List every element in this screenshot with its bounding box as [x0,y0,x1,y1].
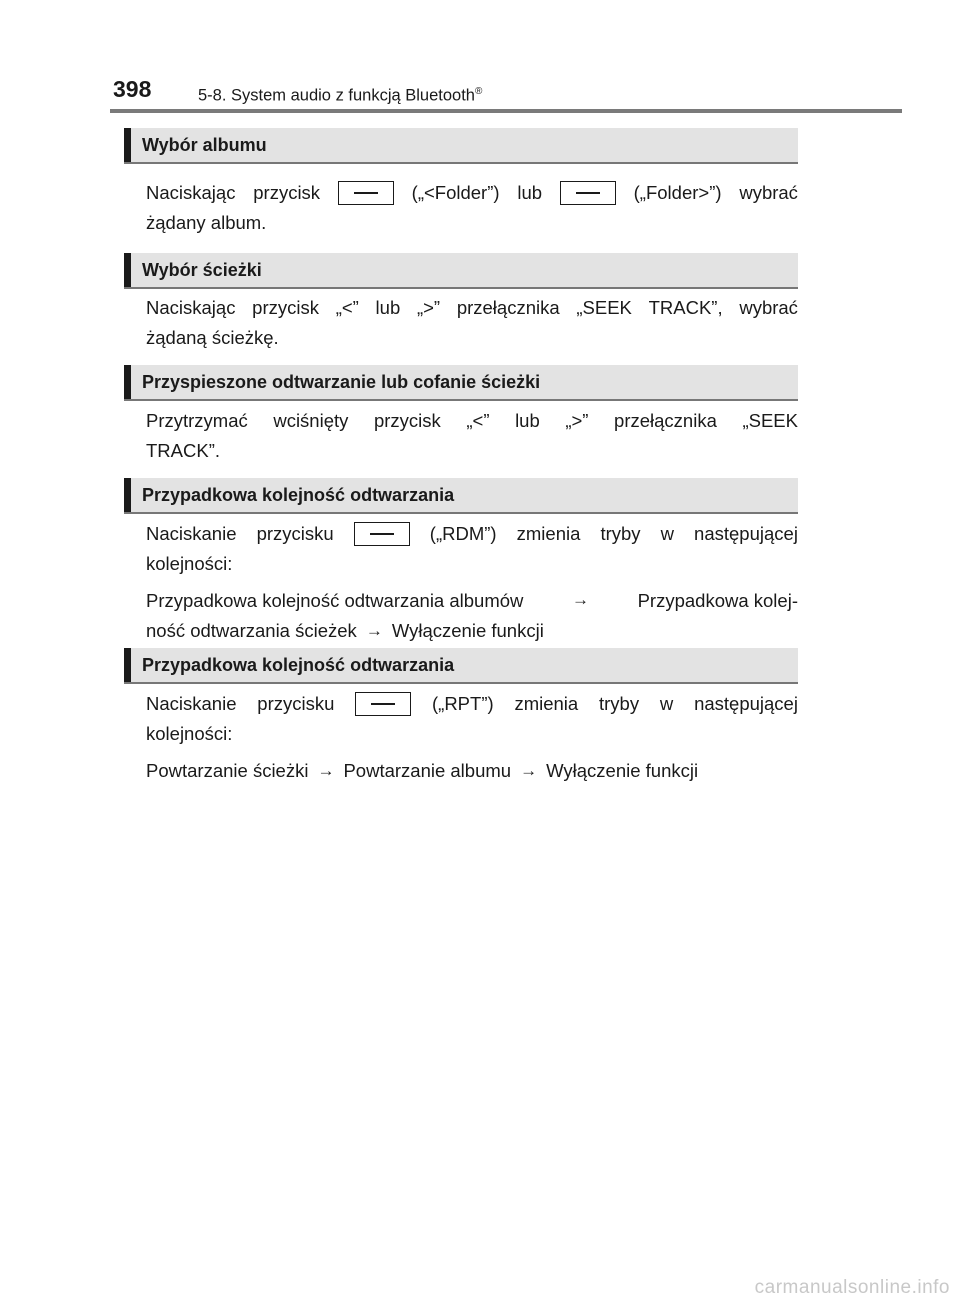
sequence-step: Powtarzanie albumu [343,760,512,781]
word: w [660,523,674,544]
sequence-step: Wyłączenie funkcji [391,620,544,641]
paragraph-album [146,178,798,238]
text-line: żądaną ścieżkę. [146,327,279,348]
word: przycisku [256,523,334,544]
right-arrow-icon: → [365,621,383,640]
section-title: Wybór ścieżki [142,260,262,280]
section-title: Przypadkowa kolejność odtwarzania [142,485,455,505]
sequence-line [146,756,798,787]
folder-down-button-icon [338,181,394,205]
word: wybrać [739,182,798,203]
text-line: TRACK”. [146,440,220,461]
text-line [146,689,798,719]
section-heading-track [124,253,798,289]
section-title: Przyspieszone odtwarzanie lub cofanie ścieżki [142,372,541,392]
word: („Folder>”) [633,182,722,203]
word: Przytrzymać [146,410,248,431]
word: następującej [694,523,798,544]
chapter-title-text: 5-8. System audio z funkcją Bluetooth [198,86,475,105]
rpt-button-icon [355,692,411,716]
text-line: kolejności: [146,553,233,574]
section-title: Przypadkowa kolejność odtwarzania [142,655,455,675]
word: („RPT”) [432,693,494,714]
section-accent [124,478,131,512]
word: wciśnięty [273,410,349,431]
text-line [146,406,798,436]
word: przełącznika [456,297,560,318]
registered-mark: ® [475,86,483,97]
word: „SEEK [742,410,798,431]
section-heading-fast-forward [124,365,798,401]
word: przełącznika [614,410,717,431]
text-line [146,178,798,208]
page-header [0,0,960,115]
word: „SEEK [576,297,632,318]
word: zmienia [514,693,579,714]
paragraph-track [146,293,798,353]
paragraph-fast-forward [146,406,798,466]
sequence-line [146,616,798,647]
text-line [146,293,798,323]
rdm-button-icon [354,522,410,546]
word: przycisku [257,693,335,714]
word: lub [515,410,540,431]
sequence-step: Wyłączenie funkcji [546,760,699,781]
word: „<” [466,410,490,431]
right-arrow-icon: → [317,761,335,780]
word: w [659,693,674,714]
word: („<Folder”) [411,182,500,203]
word: Naciskanie [146,693,237,714]
section-accent [124,365,131,399]
word: tryby [599,693,640,714]
sequence-step: Przypadkowa kolej- [637,590,798,611]
section-heading-repeat [124,648,798,684]
section-accent [124,253,131,287]
paragraph-repeat [146,689,798,787]
word: przycisk [253,182,321,203]
sequence-step: Powtarzanie ścieżki [146,760,309,781]
text-line [146,519,798,549]
chapter-title [198,86,482,106]
word: („RDM”) [429,523,497,544]
word: „<” [335,297,359,318]
word: zmienia [516,523,581,544]
paragraph-random [146,519,798,647]
section-heading-random [124,478,798,514]
section-title: Wybór albumu [142,135,267,155]
sequence-step: Przypadkowa kolejność odtwarzania albumów [146,590,524,611]
sequence-step: ność odtwarzania ścieżek [146,620,357,641]
page-number: 398 [113,76,152,102]
word: TRACK”, [648,297,723,318]
word: „>” [416,297,441,318]
word: następującej [694,693,798,714]
right-arrow-icon: → [571,590,589,609]
header-rule [110,109,902,113]
word: Naciskając [146,297,236,318]
word: lub [517,182,543,203]
text-line: kolejności: [146,723,233,744]
section-heading-album [124,128,798,164]
word: przycisk [373,410,441,431]
sequence-line [146,586,798,616]
word: Naciskając [146,182,236,203]
word: przycisk [252,297,319,318]
folder-up-button-icon [560,181,616,205]
word: Naciskanie [146,523,237,544]
section-accent [124,648,131,682]
right-arrow-icon: → [520,761,538,780]
watermark: carmanualsonline.info [754,1277,950,1298]
word: wybrać [739,297,798,318]
word: „>” [565,410,589,431]
section-accent [124,128,131,162]
word: lub [375,297,401,318]
text-line: żądany album. [146,212,267,233]
word: tryby [600,523,641,544]
